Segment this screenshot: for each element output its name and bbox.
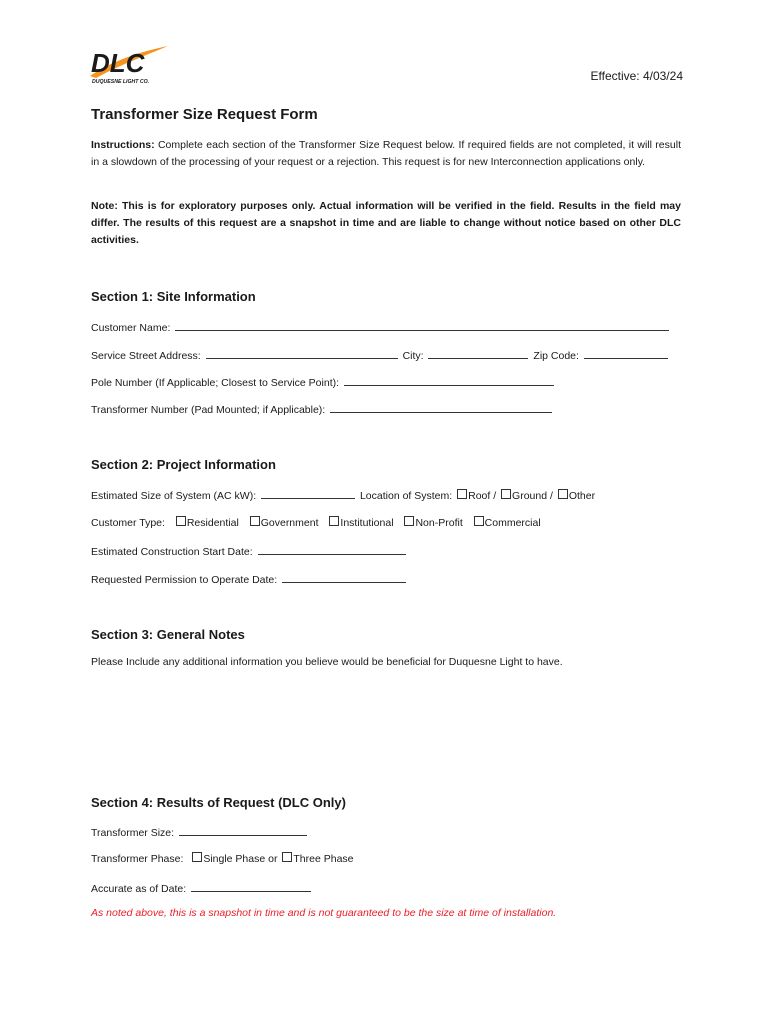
logo-text: DLC [91,48,145,78]
section4-title: Section 4: Results of Request (DLC Only) [91,795,346,810]
government-checkbox[interactable] [250,516,260,526]
city-label: City: [402,350,424,362]
pto-date-row [91,571,408,586]
dlc-logo [88,42,170,86]
instructions-text: Complete each section of the Transformer Size Request below. If required fields are not completed, it will result in a slowdown of the processing of your request or a rejection. This request is for new Interconnection applications only. [91,139,681,168]
start-date-field[interactable] [258,543,406,555]
three-phase-checkbox[interactable] [282,852,292,862]
start-date-label: Estimated Construction Start Date: [91,546,253,558]
non-profit-checkbox[interactable] [404,516,414,526]
ground-checkbox[interactable] [501,489,511,499]
three-phase-option-label: Three Phase [293,853,354,865]
residential-checkbox[interactable] [176,516,186,526]
effective-date: Effective: 4/03/24 [590,69,683,83]
start-date-row [91,543,408,558]
transformer-phase-row [91,852,354,865]
zip-label: Zip Code: [533,350,579,362]
government-option-label: Government [260,517,319,529]
pole-number-field[interactable] [344,374,554,386]
transformer-size-field[interactable] [179,824,307,836]
non-profit-option-label: Non-Profit [415,517,463,529]
street-address-label: Service Street Address: [91,350,201,362]
pole-number-label: Pole Number (If Applicable; Closest to Service Point): [91,377,340,389]
commercial-option-label: Commercial [484,517,541,529]
roof-checkbox[interactable] [457,489,467,499]
transformer-number-row [91,401,554,416]
street-address-field[interactable] [206,347,398,359]
section1-title: Section 1: Site Information [91,289,256,304]
roof-option-label: Roof / [468,490,497,502]
residential-option-label: Residential [186,517,239,529]
commercial-checkbox[interactable] [474,516,484,526]
city-field[interactable] [428,347,528,359]
customer-name-label: Customer Name: [91,322,171,334]
customer-type-label: Customer Type: [91,517,165,529]
zip-field[interactable] [584,347,668,359]
page-title: Transformer Size Request Form [91,106,318,123]
pto-date-label: Requested Permission to Operate Date: [91,574,278,586]
general-notes-text: Please Include any additional information you believe would be beneficial for Duquesne Light to have. [91,656,563,668]
section2-title: Section 2: Project Information [91,457,276,472]
customer-name-row [91,319,671,334]
pole-number-row [91,374,556,389]
institutional-option-label: Institutional [340,517,394,529]
transformer-size-label: Transformer Size: [91,827,175,839]
instructions-label: Instructions: [91,139,155,151]
accurate-date-row [91,880,313,895]
system-size-field[interactable] [261,487,355,499]
accurate-date-label: Accurate as of Date: [91,883,187,895]
customer-type-row [91,516,541,529]
instructions [91,137,681,171]
transformer-phase-label: Transformer Phase: [91,853,184,865]
institutional-checkbox[interactable] [329,516,339,526]
logo-subtext: DUQUESNE LIGHT CO. [92,79,150,85]
other-option-label: Other [568,490,596,502]
other-checkbox[interactable] [558,489,568,499]
system-row [91,487,595,502]
pto-date-field[interactable] [282,571,406,583]
ground-option-label: Ground / [512,490,553,502]
single-phase-option-label: Single Phase or [203,853,278,865]
note: Note: This is for exploratory purposes only. Actual information will be verified in the field. Results in the field may differ. The results of this request are a snapshot in time and are liable to change without notice based on other DLC activities. [91,200,681,246]
location-label: Location of System: [359,490,453,502]
customer-name-field[interactable] [175,319,669,331]
transformer-number-field[interactable] [330,401,552,413]
accurate-date-field[interactable] [191,880,311,892]
section3-title: Section 3: General Notes [91,627,245,642]
address-row [91,347,670,362]
disclaimer-text: As noted above, this is a snapshot in time and is not guaranteed to be the size at time of installation. [91,907,557,919]
single-phase-checkbox[interactable] [192,852,202,862]
transformer-size-row [91,824,309,839]
system-size-label: Estimated Size of System (AC kW): [91,490,257,502]
transformer-number-label: Transformer Number (Pad Mounted; if Applicable): [91,404,326,416]
